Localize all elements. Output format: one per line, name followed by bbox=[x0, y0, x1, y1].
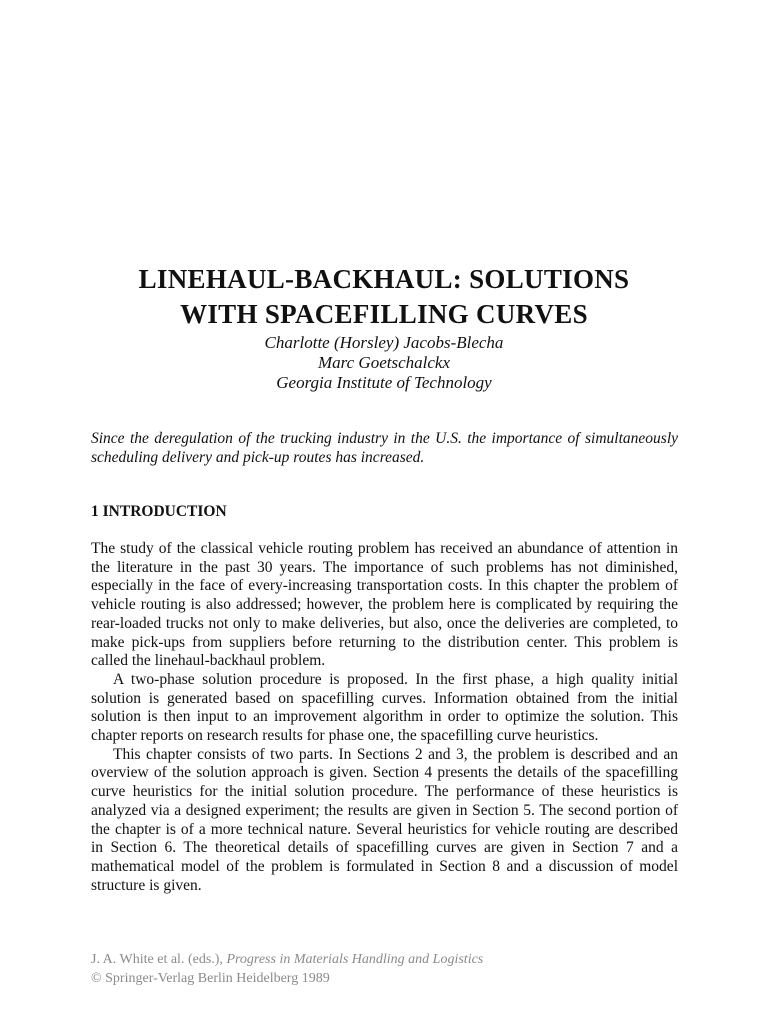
paper-title bbox=[0, 262, 768, 332]
author-block bbox=[0, 333, 768, 393]
paragraph-2: A two-phase solution procedure is proposed. In the first phase, a high quality initial solution is generated based on spacefilling curves. Information obtained from the initial solution is then input to an improvement algorithm in order to optimize the solution. This chapter reports on research results for phase one, the spacefilling curve heuristics. bbox=[91, 670, 678, 745]
citation-line bbox=[91, 950, 691, 969]
citation-title: Progress in Materials Handling and Logistics bbox=[226, 952, 484, 967]
author-name-2: Marc Goetschalckx bbox=[317, 353, 450, 372]
title-line-2: WITH SPACEFILLING CURVES bbox=[180, 299, 588, 329]
paragraph-3: This chapter consists of two parts. In Sections 2 and 3, the problem is described and an overview of the solution approach is given. Section 4 presents the details of the spacefilling curve heuristics for the initial solution procedure. The performance of these heuristics is analyzed via a designed experiment; the results are given in Section 5. The second portion of the chapter is of a more technical nature. Several heuristics for vehicle routing are described in Section 6. The theoretical details of spacefilling curves are given in Section 7 and a mathematical model of the problem is formulated in Section 8 and a discussion of model structure is given. bbox=[91, 745, 678, 894]
footer-citation bbox=[91, 950, 691, 988]
copyright-line: © Springer-Verlag Berlin Heidelberg 1989 bbox=[91, 971, 330, 986]
section-heading: 1 INTRODUCTION bbox=[91, 503, 227, 520]
paragraph-1: The study of the classical vehicle routing problem has received an abundance of attention in the literature in the past 30 years. The importance of such problems has not diminished, especially in the face of every-increasing transportation costs. In this chapter the problem of vehicle routing is also addressed; however, the problem here is complicated by requiring the rear-loaded trucks not only to make deliveries, but also, once the deliveries are completed, to make pick-ups from suppliers before returning to the distribution center. This problem is called the linehaul-backhaul problem. bbox=[91, 540, 678, 670]
abstract: Since the deregulation of the trucking industry in the U.S. the importance of simultaneously scheduling delivery and pick-up routes has increased. bbox=[91, 430, 678, 466]
body-text bbox=[91, 540, 678, 895]
author-affiliation: Georgia Institute of Technology bbox=[276, 373, 492, 392]
citation-prefix: J. A. White et al. (eds.), bbox=[91, 952, 227, 967]
author-name-1: Charlotte (Horsley) Jacobs-Blecha bbox=[264, 333, 504, 352]
title-line-1: LINEHAUL-BACKHAUL: SOLUTIONS bbox=[138, 264, 630, 294]
